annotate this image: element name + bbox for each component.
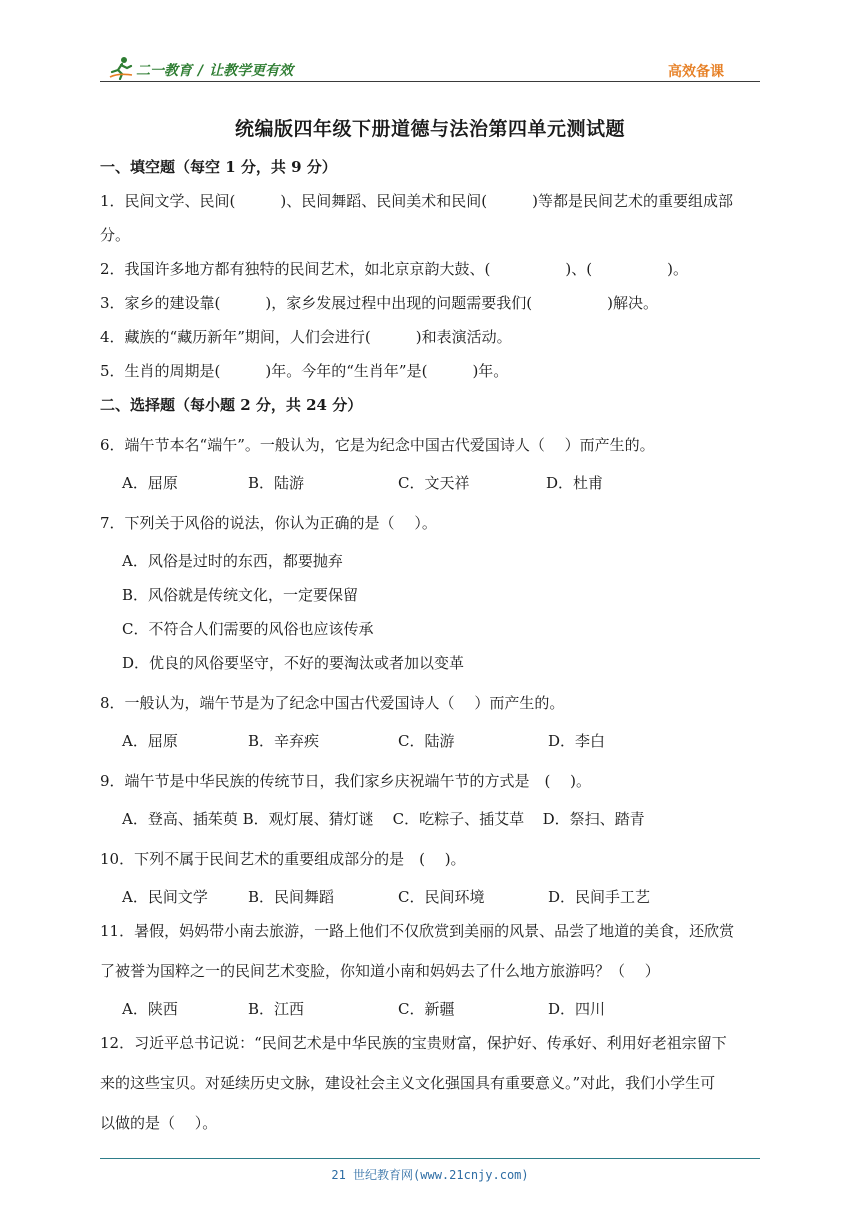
question-7-options [100, 544, 764, 680]
section-heading: 二、选择题（每小题 2 分，共 24 分） [100, 396, 363, 414]
option: B．陆游 [248, 474, 305, 492]
option: D．祭扫、踏青 [542, 810, 645, 828]
question-3: 3．家乡的建设靠( )，家乡发展过程中出现的问题需要我们( )解决。 [100, 294, 658, 312]
brand-slogan: 让教学更有效 [209, 63, 294, 79]
option: B．辛弃疾 [248, 732, 320, 750]
option: A．屈原 [122, 732, 178, 750]
option: B．观灯展、猜灯谜 [242, 810, 374, 828]
option: C．吃粽子、插艾草 [392, 810, 525, 828]
option: B．风俗就是传统文化，一定要保留 [122, 586, 359, 604]
brand [136, 60, 293, 80]
question-9: 9．端午节是中华民族的传统节日，我们家乡庆祝端午节的方式是 ( )。 [100, 772, 592, 790]
option: A．民间文学 [122, 888, 208, 906]
option: D．民间手工艺 [548, 888, 651, 906]
question-2: 2．我国许多地方都有独特的民间艺术，如北京京韵大鼓、( )、( )。 [100, 260, 688, 278]
question-6: 6．端午节本名“端午”。一般认为，它是为纪念中国古代爱国诗人（ ）而产生的。 [100, 436, 655, 454]
page-title: 统编版四年级下册道德与法治第四单元测试题 [234, 118, 625, 140]
question-4: 4．藏族的“藏历新年”期间，人们会进行( )和表演活动。 [100, 328, 512, 346]
question-5: 5．生肖的周期是( )年。今年的“生肖年”是( )年。 [100, 362, 509, 380]
question-11-line1: 11．暑假，妈妈带小南去旅游，一路上他们不仅欣赏到美丽的风景、品尝了地道的美食，还欣赏 [100, 922, 735, 940]
question-11-line2: 了被誉为国粹之一的民间艺术变脸，你知道小南和妈妈去了什么地方旅游吗？（ ） [100, 962, 660, 980]
option: B．民间舞蹈 [248, 888, 335, 906]
question-7: 7．下列关于风俗的说法，你认为正确的是（ ）。 [100, 514, 437, 532]
question-1-line2: 分。 [100, 226, 131, 244]
option: A．风俗是过时的东西，都要抛弃 [122, 552, 343, 570]
option: C．新疆 [398, 1000, 455, 1018]
question-8: 8．一般认为，端午节是为了纪念中国古代爱国诗人（ ）而产生的。 [100, 694, 565, 712]
option: A．陕西 [122, 1000, 178, 1018]
footer-divider [100, 1158, 760, 1159]
brand-name: 二一教育 [136, 63, 192, 79]
section-heading: 一、填空题（每空 1 分，共 9 分） [100, 158, 337, 176]
option: B．江西 [248, 1000, 305, 1018]
question-12-line1: 12．习近平总书记说：“民间艺术是中华民族的宝贵财富，保护好、传承好、利用好老祖宗留下 [100, 1034, 727, 1052]
question-12-line2: 来的这些宝贝。对延续历史文脉，建设社会主义文化强国具有重要意义。”对此，我们小学生可 [100, 1074, 716, 1092]
footer-source[interactable]: 21 世纪教育网(www.21cnjy.com) [331, 1168, 529, 1182]
question-12-line3: 以做的是（ ）。 [100, 1114, 218, 1132]
question-10: 10．下列不属于民间艺术的重要组成部分的是 ( )。 [100, 850, 466, 868]
question-8-options [100, 724, 764, 758]
question-10-options [100, 880, 764, 914]
question-6-options [100, 466, 764, 500]
question-9-options [100, 802, 764, 836]
question-1-line1: 1．民间文学、民间( )、民间舞蹈、民间美术和民间( )等都是民间艺术的重要组成部 [100, 192, 733, 210]
brand-separator: / [198, 63, 204, 79]
exam-content [100, 150, 764, 1140]
running-person-icon [108, 56, 134, 80]
page-header [100, 56, 760, 82]
option: D．杜甫 [546, 474, 604, 492]
option: C．不符合人们需要的风俗也应该传承 [122, 620, 374, 638]
header-divider [100, 81, 760, 82]
option: A．屈原 [122, 474, 178, 492]
option: C．文天祥 [398, 474, 470, 492]
header-right-label: 高效备课 [668, 64, 724, 80]
option: D．四川 [548, 1000, 606, 1018]
option: C．民间环境 [398, 888, 485, 906]
option: D．李白 [548, 732, 606, 750]
option: A．登高、插茱萸 [122, 810, 238, 828]
option: D．优良的风俗要坚守，不好的要淘汰或者加以变革 [122, 654, 465, 672]
option: C．陆游 [398, 732, 455, 750]
question-11-options [100, 992, 764, 1026]
